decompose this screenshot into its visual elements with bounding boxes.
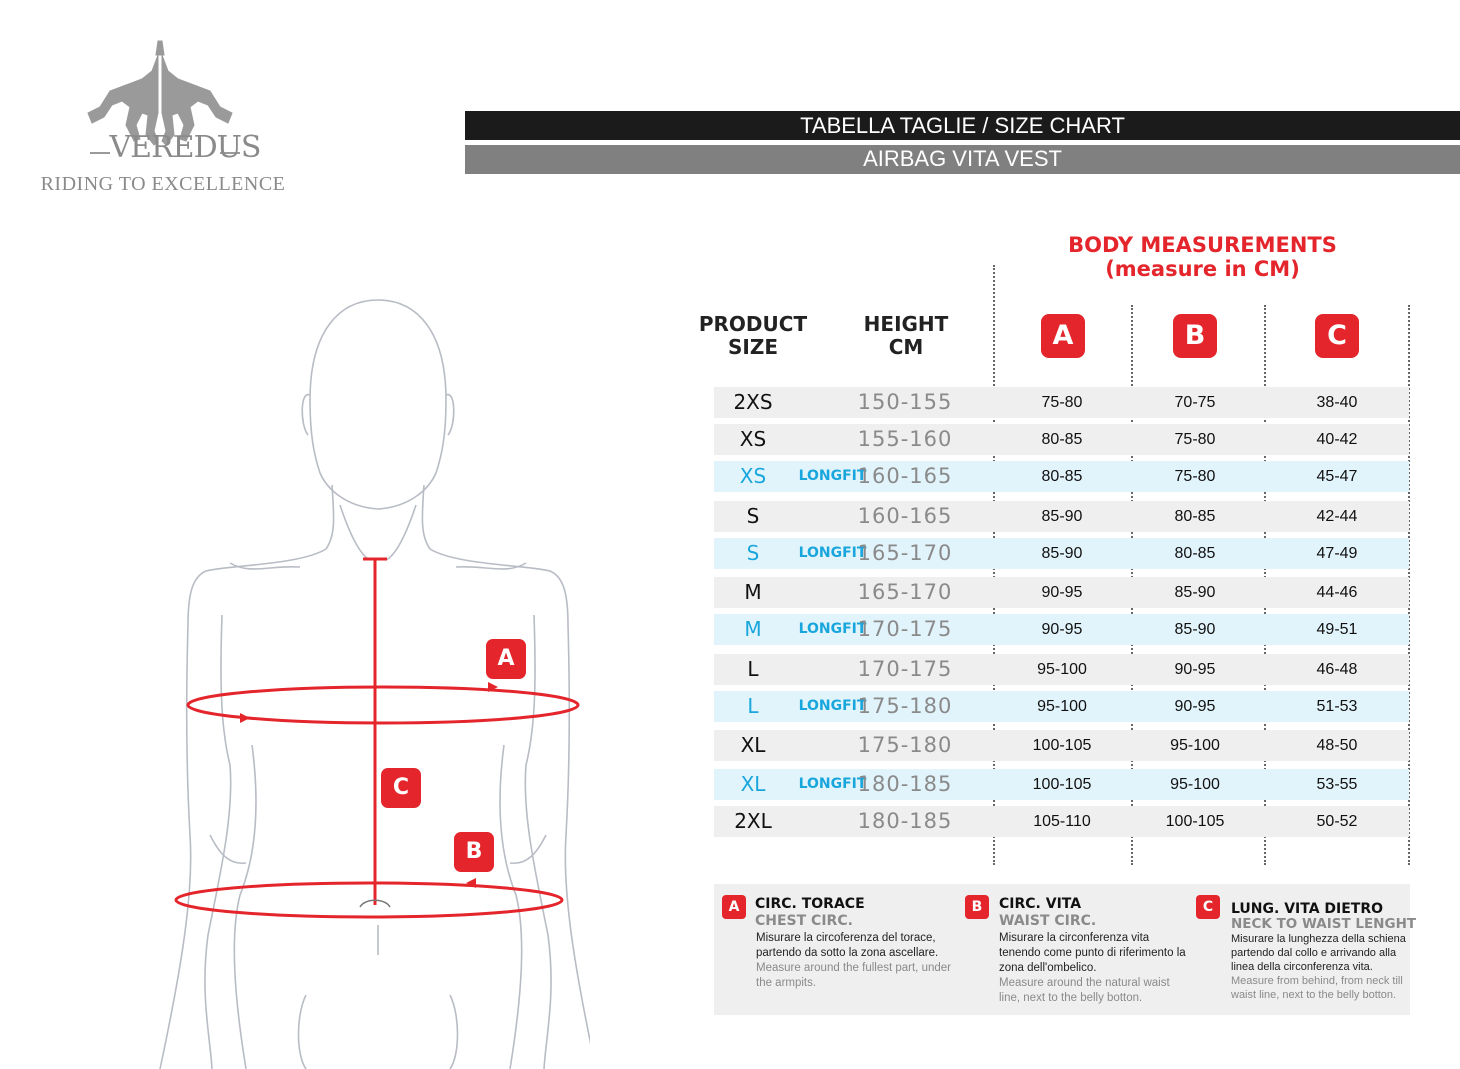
back-length-cell: 50-52 bbox=[1316, 813, 1358, 830]
table-row bbox=[714, 461, 1409, 492]
size-cell: M bbox=[744, 617, 762, 641]
chest-circ-cell: 80-85 bbox=[1041, 431, 1083, 448]
legend-a-desc-it: Misurare la circoferenza del torace, partendo da sotto la zona ascellare. bbox=[756, 932, 939, 959]
size-cell: 2XL bbox=[734, 809, 772, 833]
size-cell: XS bbox=[739, 427, 767, 451]
legend-b-title-en: WAIST CIRC. bbox=[999, 913, 1097, 929]
column-header-a: A bbox=[1041, 314, 1085, 358]
back-length-cell: 42-44 bbox=[1316, 508, 1358, 525]
height-cell: 175-180 bbox=[857, 733, 953, 757]
legend-a-title-it: CIRC. TORACE bbox=[755, 896, 865, 912]
height-cell: 165-170 bbox=[857, 541, 953, 565]
waist-circ-cell: 80-85 bbox=[1174, 545, 1216, 562]
table-row bbox=[714, 654, 1409, 685]
height-cell: 175-180 bbox=[857, 694, 953, 718]
brand-tagline: RIDING TO EXCELLENCE bbox=[40, 173, 286, 195]
body-measurements-heading bbox=[1000, 233, 1405, 281]
chest-circ-cell: 90-95 bbox=[1041, 621, 1083, 638]
table-row bbox=[714, 387, 1409, 418]
body-diagram bbox=[150, 295, 590, 1069]
height-cell: 160-165 bbox=[857, 464, 953, 488]
back-length-cell: 49-51 bbox=[1316, 621, 1358, 638]
product-name-bar: AIRBAG VITA VEST bbox=[465, 145, 1460, 174]
column-header-product-size bbox=[696, 313, 810, 359]
column-header-b: B bbox=[1173, 314, 1217, 358]
height-cell: 180-185 bbox=[857, 772, 953, 796]
legend-a-title-en: CHEST CIRC. bbox=[755, 913, 853, 929]
height-cell: 170-175 bbox=[857, 617, 953, 641]
legend-badge-c: C bbox=[1196, 895, 1220, 919]
chest-circ-cell: 95-100 bbox=[1037, 661, 1087, 678]
size-cell: S bbox=[746, 541, 760, 565]
waist-circ-cell: 80-85 bbox=[1174, 508, 1216, 525]
body-measurements-title: BODY MEASUREMENTS bbox=[1068, 233, 1337, 257]
height-cell: 170-175 bbox=[857, 657, 953, 681]
back-length-cell: 45-47 bbox=[1316, 468, 1358, 485]
back-length-cell: 51-53 bbox=[1316, 698, 1358, 715]
chest-circ-cell: 90-95 bbox=[1041, 584, 1083, 601]
chest-circ-cell: 85-90 bbox=[1041, 508, 1083, 525]
waist-circ-cell: 95-100 bbox=[1170, 776, 1220, 793]
waist-circ-cell: 90-95 bbox=[1174, 661, 1216, 678]
diagram-badge-a: A bbox=[486, 639, 526, 679]
diagram-badge-b: B bbox=[454, 832, 494, 872]
size-cell: XS bbox=[739, 464, 767, 488]
column-header-height-line1: HEIGHT bbox=[863, 312, 949, 336]
back-length-cell: 38-40 bbox=[1316, 394, 1358, 411]
waist-circ-cell: 85-90 bbox=[1174, 584, 1216, 601]
table-row bbox=[714, 614, 1409, 645]
waist-circ-cell: 100-105 bbox=[1165, 813, 1225, 830]
back-length-cell: 47-49 bbox=[1316, 545, 1358, 562]
waist-circ-cell: 85-90 bbox=[1174, 621, 1216, 638]
body-measurements-unit: (measure in CM) bbox=[1105, 257, 1300, 281]
chest-circ-cell: 100-105 bbox=[1032, 737, 1092, 754]
longfit-label: LONGFIT bbox=[798, 545, 867, 561]
longfit-label: LONGFIT bbox=[798, 698, 867, 714]
height-cell: 160-165 bbox=[857, 504, 953, 528]
chest-circ-cell: 75-80 bbox=[1041, 394, 1083, 411]
size-cell: L bbox=[747, 694, 759, 718]
back-length-cell: 53-55 bbox=[1316, 776, 1358, 793]
longfit-label: LONGFIT bbox=[798, 621, 867, 637]
height-cell: 150-155 bbox=[857, 390, 953, 414]
legend-b-desc-en: Measure around the natural waist line, next to the belly botton. bbox=[999, 977, 1170, 1004]
legend-badge-a: A bbox=[722, 895, 746, 919]
size-chart-title-bar: TABELLA TAGLIE / SIZE CHART bbox=[465, 111, 1460, 140]
waist-circ-cell: 90-95 bbox=[1174, 698, 1216, 715]
table-row bbox=[714, 769, 1409, 800]
waist-circ-cell: 75-80 bbox=[1174, 468, 1216, 485]
legend-c-title-it: LUNG. VITA DIETRO bbox=[1231, 901, 1384, 917]
column-header-height-line2: CM bbox=[888, 335, 924, 359]
legend-a-desc-en: Measure around the fullest part, under the armpits. bbox=[756, 962, 951, 989]
waist-circ-cell: 70-75 bbox=[1174, 394, 1216, 411]
back-length-cell: 44-46 bbox=[1316, 584, 1358, 601]
table-row bbox=[714, 424, 1409, 455]
brand-wordmark: VEREDUS bbox=[109, 130, 261, 165]
legend-c-title-en: NECK TO WAIST LENGHT bbox=[1231, 916, 1417, 932]
column-header-size-line1: PRODUCT bbox=[698, 312, 808, 336]
size-cell: XL bbox=[740, 772, 766, 796]
height-cell: 155-160 bbox=[857, 427, 953, 451]
table-row bbox=[714, 806, 1409, 837]
column-header-height bbox=[852, 313, 960, 359]
height-cell: 180-185 bbox=[857, 809, 953, 833]
legend-c-desc-it: Misurare la lunghezza della schiena partendo dal collo e arrivando alla linea della circonferenza vita. bbox=[1231, 933, 1406, 973]
chest-circ-cell: 95-100 bbox=[1037, 698, 1087, 715]
column-header-c: C bbox=[1315, 314, 1359, 358]
height-cell: 165-170 bbox=[857, 580, 953, 604]
table-row bbox=[714, 730, 1409, 761]
size-cell: M bbox=[744, 580, 762, 604]
table-row bbox=[714, 577, 1409, 608]
brand-logo bbox=[30, 35, 290, 205]
longfit-label: LONGFIT bbox=[798, 776, 867, 792]
chest-circ-cell: 85-90 bbox=[1041, 545, 1083, 562]
waist-circ-cell: 95-100 bbox=[1170, 737, 1220, 754]
size-cell: S bbox=[746, 504, 760, 528]
legend-b-title-it: CIRC. VITA bbox=[999, 896, 1082, 912]
chest-circ-cell: 80-85 bbox=[1041, 468, 1083, 485]
legend-b-desc-it: Misurare la circonferenza vita tenendo come punto di riferimento la zona dell'ombelico. bbox=[999, 932, 1186, 974]
table-row bbox=[714, 538, 1409, 569]
chest-circ-cell: 100-105 bbox=[1032, 776, 1092, 793]
diagram-badge-c: C bbox=[381, 768, 421, 808]
table-row bbox=[714, 501, 1409, 532]
measurement-legend bbox=[714, 884, 1417, 1015]
waist-circ-cell: 75-80 bbox=[1174, 431, 1216, 448]
back-length-cell: 46-48 bbox=[1316, 661, 1358, 678]
longfit-label: LONGFIT bbox=[798, 468, 867, 484]
size-cell: XL bbox=[740, 733, 766, 757]
legend-badge-b: B bbox=[965, 895, 989, 919]
back-length-cell: 40-42 bbox=[1316, 431, 1358, 448]
chest-circ-cell: 105-110 bbox=[1033, 813, 1091, 830]
size-cell: L bbox=[747, 657, 759, 681]
legend-c-desc-en: Measure from behind, from neck till waist line, next to the belly botton. bbox=[1231, 975, 1403, 1001]
size-cell: 2XS bbox=[733, 390, 773, 414]
head-outline bbox=[310, 300, 446, 509]
back-length-cell: 48-50 bbox=[1316, 737, 1358, 754]
column-header-size-line2: SIZE bbox=[727, 335, 778, 359]
table-row bbox=[714, 691, 1409, 722]
